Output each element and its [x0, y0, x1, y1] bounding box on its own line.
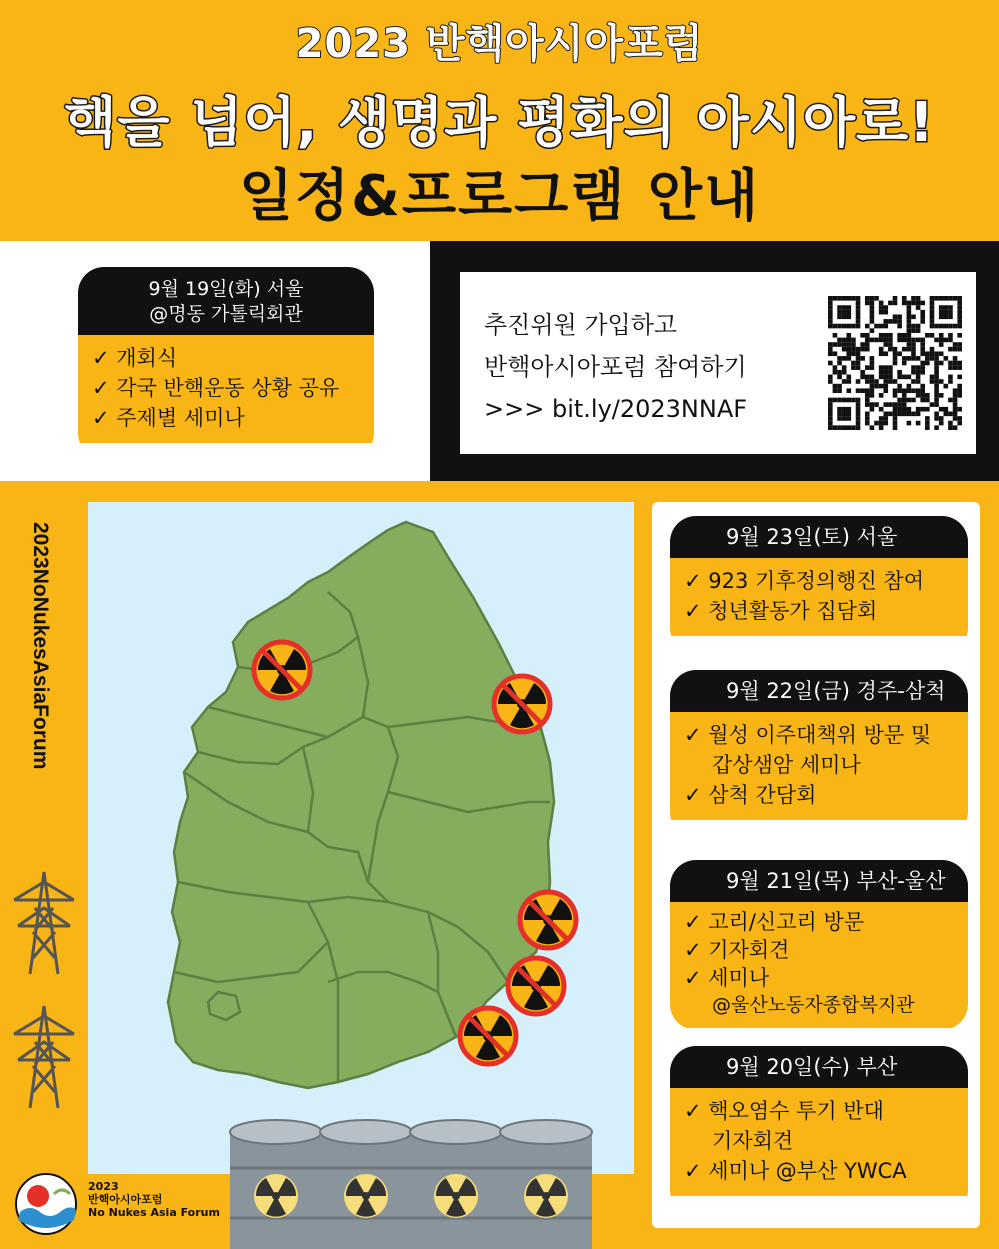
- sept23-date: 9월 23일(토) 서울: [670, 516, 968, 558]
- forum-title: 2023 반핵아시아포럼: [295, 21, 704, 67]
- sept19-item: ✓ 주제별 세미나: [92, 406, 245, 430]
- nuclear-waste-barrels: [228, 1118, 638, 1249]
- qr-code-icon[interactable]: [828, 296, 962, 430]
- schedule-card-sept22: [670, 670, 968, 838]
- sept22-date: 9월 22일(금) 경주-삼척: [670, 670, 968, 712]
- sept20-item: ✓ 핵오염수 투기 반대: [684, 1099, 884, 1123]
- forum-logo-icon: [14, 1172, 78, 1236]
- join-text: [484, 304, 747, 430]
- barrel-icon: [410, 1120, 502, 1249]
- sept20-date: 9월 20일(수) 부산: [670, 1046, 968, 1088]
- schedule-card-sept23: [670, 516, 968, 654]
- sept23-item: ✓ 923 기후정의행진 참여: [684, 569, 924, 593]
- no-nuke-icon: [490, 672, 554, 736]
- sept21-date: 9월 21일(목) 부산-울산: [670, 860, 968, 902]
- join-link[interactable]: >>> bit.ly/2023NNAF: [484, 395, 748, 423]
- side-hashtag-text: 2023NoNukesAsiaForum: [29, 522, 52, 770]
- sept22-item: 갑상샘암 세미나: [712, 753, 861, 777]
- sept21-item: @울산노동자종합복지관: [712, 994, 915, 1016]
- sept23-item: ✓ 청년활동가 집담회: [684, 599, 878, 623]
- page-title: 일정&프로그램 안내: [238, 164, 761, 229]
- power-pylon-icon: [8, 1002, 80, 1112]
- slogan: 핵을 넘어, 생명과 평화의 아시아로!: [64, 91, 935, 154]
- power-pylon-icon: [8, 868, 80, 978]
- logo-name-en: No Nukes Asia Forum: [88, 1206, 220, 1219]
- forum-logo-text: [88, 1180, 220, 1219]
- no-nuke-icon: [516, 888, 580, 952]
- sept21-item: ✓ 고리/신고리 방문: [684, 910, 865, 934]
- sept20-item: 기자회견: [712, 1129, 794, 1153]
- schedule-card-sept21: [670, 860, 968, 1030]
- sept22-item: ✓ 월성 이주대책위 방문 및: [684, 723, 932, 747]
- side-hashtag: [20, 518, 60, 818]
- join-line: 반핵아시아포럼 참여하기: [484, 353, 747, 381]
- sept19-venue: @명동 가톨릭회관: [149, 303, 303, 325]
- sept21-item: ✓ 기자회견: [684, 938, 790, 962]
- schedule-card-sept19: [78, 267, 374, 459]
- sept19-date: 9월 19일(화) 서울: [148, 278, 304, 300]
- barrel-icon: [320, 1120, 412, 1249]
- barrel-icon: [500, 1120, 592, 1249]
- join-line: 추진위원 가입하고: [484, 311, 678, 339]
- barrel-icon: [230, 1120, 322, 1249]
- logo-year: 2023: [88, 1180, 119, 1193]
- logo-name-ko: 반핵아시아포럼: [88, 1193, 163, 1206]
- no-nuke-icon: [456, 1004, 520, 1068]
- sept22-item: ✓ 삼척 간담회: [684, 783, 817, 807]
- schedule-card-sept20: [670, 1046, 968, 1216]
- sept20-item: ✓ 세미나 @부산 YWCA: [684, 1159, 907, 1183]
- no-nuke-icon: [250, 638, 314, 702]
- korea-map: [88, 502, 634, 1174]
- sept19-item: ✓ 개회식: [92, 346, 178, 370]
- sept21-item: ✓ 세미나: [684, 966, 770, 990]
- sept19-item: ✓ 각국 반핵운동 상황 공유: [92, 376, 340, 400]
